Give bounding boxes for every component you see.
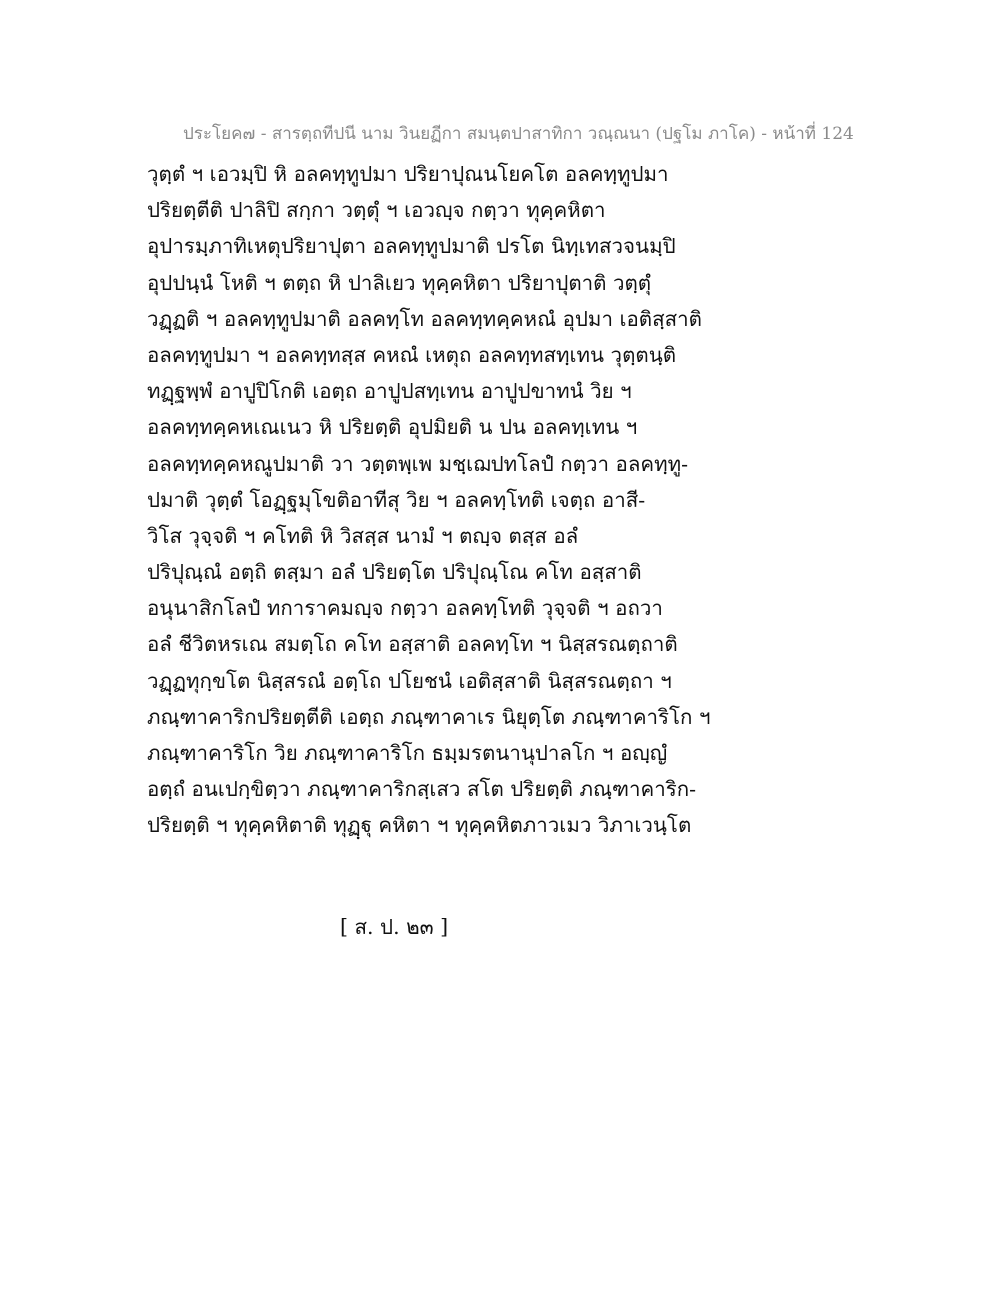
text-line: ทฏฺฐพฺพํ อาปูปิโกติ เอตฺถ อาปูปสทฺเทน อาปูปขาทนํ วิย ฯ (147, 379, 632, 404)
text-line: วฏฺฏทุกฺขโต นิสฺสรณํ อตฺโถ ปโยชนํ เอติสฺสาติ นิสฺสรณตฺถา ฯ (147, 668, 672, 693)
text-line: อลคทฺทคฺคหเณเนว หิ ปริยตฺติ อุปมิยติ น ปน อลคทฺเทน ฯ (147, 415, 638, 440)
body-text (147, 160, 887, 848)
text-line: ปริยตฺตีติ ปาลิปิ สกฺกา วตฺตุํ ฯ เอวญฺจ กตฺวา ทุคฺคหิตา (147, 198, 606, 223)
text-line: วุตฺตํ ฯ เอวมฺปิ หิ อลคทฺทูปมา ปริยาปุณนโยคโต อลคทฺทูปมา (147, 162, 669, 186)
text-line: อุปารมฺภาทิเหตุปริยาปุตา อลคทฺทูปมาติ ปรโต นิทฺเทสวจนมฺปิ (147, 234, 676, 259)
text-line: อลํ ชีวิตหรเณ สมตฺโถ คโท อสฺสาติ อลคทฺโท ฯ นิสฺสรณตฺถาติ (147, 632, 678, 657)
text-line: ภณฺฑาคาริโก วิย ภณฺฑาคาริโก ธมฺมรตนานุปาลโก ฯ อญฺญํ (147, 741, 668, 765)
text-line: ปริปุณฺณํ อตฺถิ ตสฺมา อลํ ปริยตฺโต ปริปุณฺโณ คโท อสฺสาติ (147, 560, 642, 585)
text-line: อุปปนฺนํ โหติ ฯ ตตฺถ หิ ปาลิเยว ทุคฺคหิตา ปริยาปุตาติ วตฺตุํ (147, 270, 652, 295)
text-line: อลคทฺทคฺคหณูปมาติ วา วตฺตพฺเพ มชฺเฌปทโลปํ กตฺวา อลคทฺทู- (147, 451, 689, 476)
text-line: ปริยตฺติ ฯ ทุคฺคหิตาติ ทุฏฺฐุ คหิตา ฯ ทุคฺคหิตภาวเมว วิภาเวนฺโต (147, 813, 692, 838)
text-line: ปมาติ วุตฺตํ โอฏฺฐมุโขติอาทีสุ วิย ฯ อลคทฺโทติ เจตฺถ อาสี- (147, 487, 646, 512)
page-reference: [ ส. ป. ๒๓ ] (340, 915, 449, 939)
text-line: วิโส วุจฺจติ ฯ คโทติ หิ วิสสฺส นามํ ฯ ตญฺจ ตสฺส อลํ (147, 523, 579, 548)
text-line: วฏฺฏติ ฯ อลคทฺทูปมาติ อลคทฺโท อลคทฺทคฺคหณํ อุปมา เอติสฺสาติ (147, 306, 702, 331)
text-line: อตฺถํ อนเปกฺขิตฺวา ภณฺฑาคาริกสฺเสว สโต ปริยตฺติ ภณฺฑาคาริก- (147, 777, 697, 802)
text-line: อลคทฺทูปมา ฯ อลคทฺทสฺส คหณํ เหตุถ อลคทฺทสทฺเทน วุตฺตนฺติ (147, 342, 677, 367)
text-line: ภณฺฑาคาริกปริยตฺตีติ เอตฺถ ภณฺฑาคาเร นิยุตฺโต ภณฺฑาคาริโก ฯ (147, 704, 711, 729)
running-header: ประโยค๗ - สารตฺถทีปนี นาม วินยฏีกา สมนฺตปาสาทิกา วณฺณนา (ปฐโม ภาโค) - หน้าที่ 124 (183, 124, 854, 144)
text-line: อนุนาสิกโลปํ ทการาคมญฺจ กตฺวา อลคทฺโทติ วุจฺจติ ฯ อถวา (147, 596, 663, 621)
